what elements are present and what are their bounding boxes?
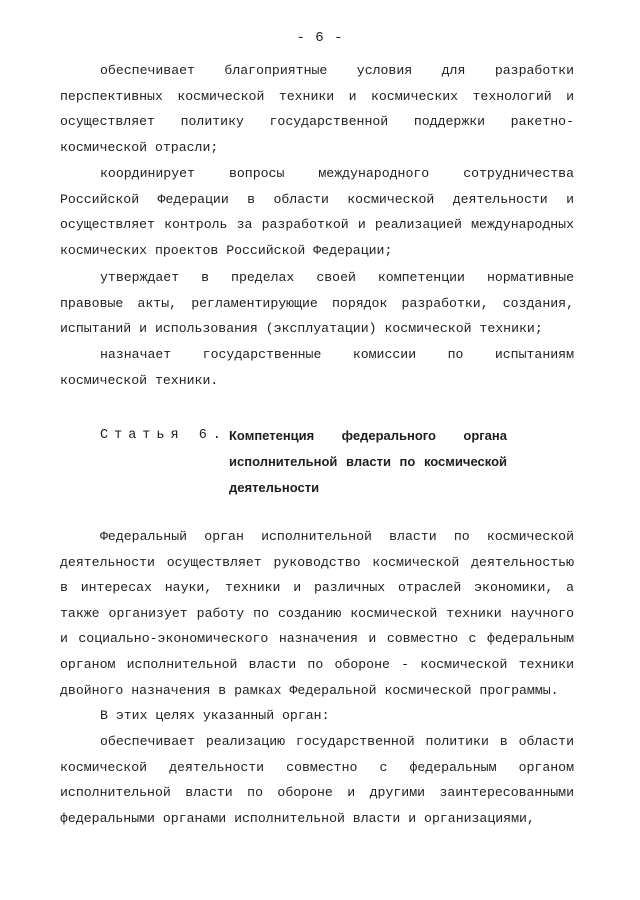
paragraph-for-these-purposes: В этих целях указанный орган: (100, 708, 330, 723)
article-label: Статья 6. (100, 428, 227, 443)
article-title: Компетенция федерального органа исполнительной власти по космической деятельности (229, 428, 507, 495)
paragraph-international-cooperation: координирует вопросы международного сотрудничества Российской Федерации в области космической деятельности и осуществляет контроль за разработкой и реализацией международных космических проектов Российской Федерации; (60, 166, 574, 258)
paragraph-policy-implementation: обеспечивает реализацию государственной политики в области космической деятельности совместно с федеральным органом исполнительной власти по обороне и другими заинтересованными федеральными органами исполнительной власти и организациями, (60, 734, 574, 826)
paragraph-state-commissions: назначает государственные комиссии по испытаниям космической техники. (60, 347, 574, 388)
paragraph-federal-body: Федеральный орган исполнительной власти по космической деятельности осуществляет руководство космической деятельностью в интересах науки, техники и различных отраслей экономики, а также организует работу по созданию космической техники научного и социально-экономического назначения и совместно с федеральным органом исполнительной власти по обороне - космической техники двойного назначения в рамках Федеральной космической программы. (60, 529, 574, 698)
paragraph-support-conditions: обеспечивает благоприятные условия для разработки перспективных космической техники и космических технологий и осуществляет политику государственной поддержки ракетно-космической отрасли; (60, 63, 574, 155)
page-number: - 6 - (296, 30, 344, 46)
paragraph-normative-acts: утверждает в пределах своей компетенции нормативные правовые акты, регламентирующие порядок разработки, создания, испытаний и использования (эксплуатации) космической техники; (60, 270, 574, 337)
